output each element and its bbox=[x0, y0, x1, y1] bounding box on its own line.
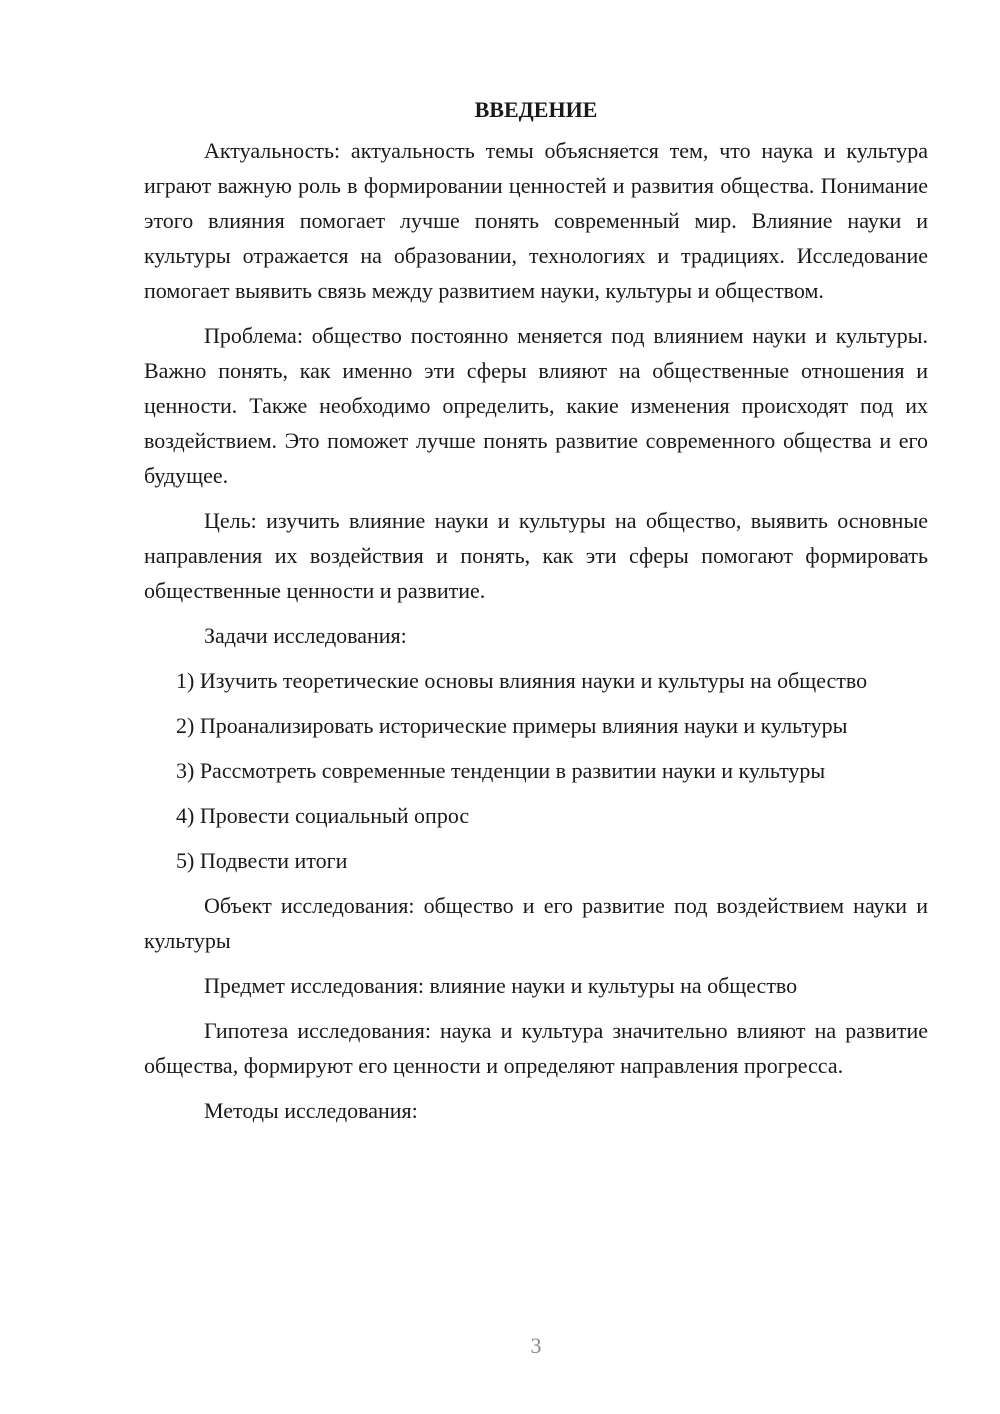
task-item-2: 2) Проанализировать исторические примеры влияния науки и культуры bbox=[176, 713, 848, 738]
paragraph-relevance: Актуальность: актуальность темы объясняется тем, что наука и культура играют важную роль в формировании ценностей и развития общества. Понимание этого влияния помогает лучше понять современный мир. Влияние науки и культуры отражается на образовании, технологиях и традициях. Исследование помогает выявить связь между развитием науки, культуры и обществом. bbox=[144, 138, 928, 303]
section-title: ВВЕДЕНИЕ bbox=[474, 97, 598, 122]
task-item-5: 5) Подвести итоги bbox=[176, 848, 348, 873]
paragraph-goal: Цель: изучить влияние науки и культуры на общество, выявить основные направления их воздействия и понять, как эти сферы помогают формировать общественные ценности и развитие. bbox=[144, 508, 928, 603]
task-item-3: 3) Рассмотреть современные тенденции в развитии науки и культуры bbox=[176, 758, 826, 783]
page-number: 3 bbox=[530, 1333, 542, 1358]
paragraph-subject: Предмет исследования: влияние науки и культуры на общество bbox=[204, 973, 798, 998]
paragraph-object: Объект исследования: общество и его развитие под воздействием науки и культуры bbox=[144, 893, 928, 953]
paragraph-tasks-heading: Задачи исследования: bbox=[204, 623, 407, 648]
paragraph-hypothesis: Гипотеза исследования: наука и культура значительно влияют на развитие общества, формируют его ценности и определяют направления прогресса. bbox=[144, 1018, 928, 1078]
document-page bbox=[144, 92, 928, 1138]
task-item-4: 4) Провести социальный опрос bbox=[176, 803, 470, 828]
paragraph-methods: Методы исследования: bbox=[204, 1098, 418, 1123]
paragraph-problem: Проблема: общество постоянно меняется под влиянием науки и культуры. Важно понять, как именно эти сферы влияют на общественные отношения и ценности. Также необходимо определить, какие изменения происходят под их воздействием. Это поможет лучше понять развитие современного общества и его будущее. bbox=[144, 323, 928, 488]
task-item-1: 1) Изучить теоретические основы влияния науки и культуры на общество bbox=[176, 668, 868, 693]
